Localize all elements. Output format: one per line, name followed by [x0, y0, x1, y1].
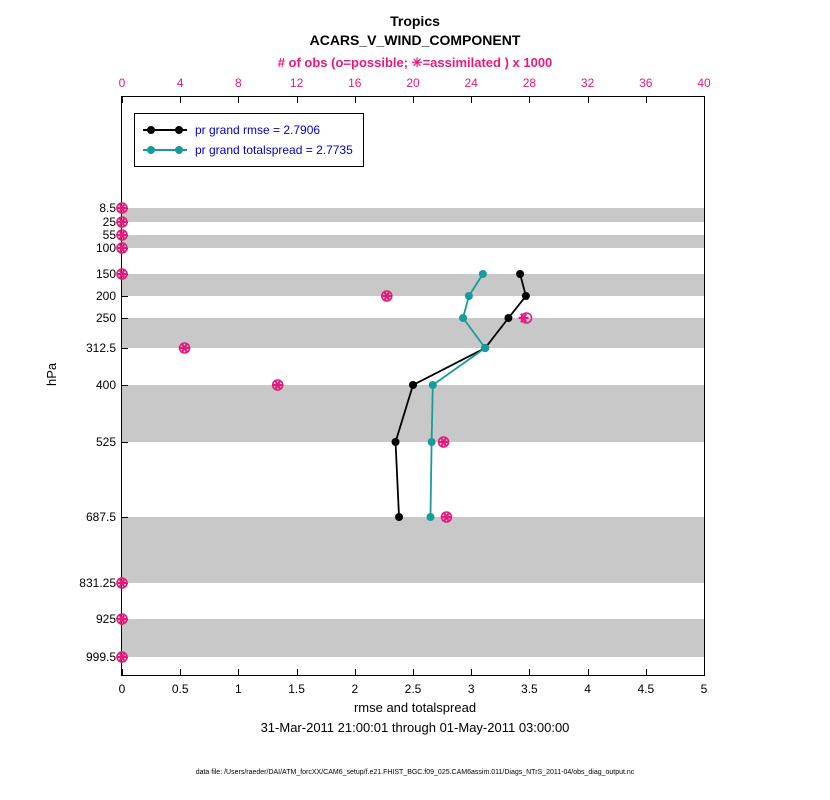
top-tick-label: 28 [522, 76, 537, 90]
legend [134, 113, 364, 167]
data-point [481, 344, 489, 352]
plot-area [79, 76, 711, 696]
bottom-tick-label: 1.5 [288, 682, 305, 696]
y-tick-label: 150 [95, 267, 116, 281]
y-tick-label: 925 [95, 612, 116, 626]
data-point [409, 381, 417, 389]
x-axis-label: rmse and totalspread [353, 700, 477, 715]
legend-swatch-totalspread [143, 144, 187, 156]
legend-swatch-rmse [143, 124, 187, 136]
data-point [426, 513, 434, 521]
legend-label-rmse: pr grand rmse = 2.7906 [195, 123, 321, 137]
bottom-tick-label: 0 [118, 682, 126, 696]
series-rmse [392, 270, 530, 521]
y-tick-label: 687.5 [85, 510, 116, 524]
top-tick-label: 12 [289, 76, 304, 90]
y-tick-label: 250 [95, 311, 116, 325]
y-tick-label: 525 [95, 435, 116, 449]
legend-item-rmse [143, 120, 353, 140]
variable-title: ACARS_V_WIND_COMPONENT [309, 32, 521, 48]
series-totalspread [426, 270, 489, 521]
bottom-tick-label: 4.5 [637, 682, 655, 696]
data-point [504, 314, 512, 322]
data-point [392, 438, 400, 446]
date-range: 31-Mar-2011 21:00:01 through 01-May-2011 03:00:00 [260, 720, 570, 735]
y-tick-label: 400 [95, 378, 116, 392]
top-tick-label: 24 [464, 76, 478, 90]
bottom-tick-label: 1 [235, 682, 242, 696]
bottom-tick-label: 4 [584, 682, 591, 696]
y-tick-label: 999.5 [85, 650, 116, 664]
data-file-path: data file: /Users/raeder/DAI/ATM_forcXX/CAM6_setup/f.e21.FHIST_BGC.f09_025.CAM6assim.011/Diags_NTrS_2011-04/obs_diag_output.nc [195, 769, 635, 776]
data-point [522, 292, 530, 300]
legend-item-totalspread [143, 140, 353, 160]
bottom-tick-label: 0.5 [171, 682, 189, 696]
data-point [428, 438, 436, 446]
top-tick-label: 0 [118, 76, 126, 90]
y-tick-label: 200 [95, 289, 116, 303]
data-point [465, 292, 473, 300]
top-tick-label: 4 [176, 76, 184, 90]
obs-axis-title: # of obs (o=possible; ✳=assimilated ) x 1000 [277, 55, 553, 70]
top-tick-label: 8 [235, 76, 242, 90]
bottom-tick-label: 3.5 [521, 682, 538, 696]
top-tick-label: 32 [580, 76, 595, 90]
y-tick-label: 8.5 [99, 201, 116, 215]
data-point [459, 314, 467, 322]
bottom-tick-label: 2 [351, 682, 359, 696]
legend-label-totalspread: pr grand totalspread = 2.7735 [195, 143, 353, 157]
bottom-tick-label: 5 [700, 682, 708, 696]
y-tick-label: 831.25 [79, 576, 116, 590]
top-tick-label: 36 [639, 76, 653, 90]
data-point [516, 270, 524, 278]
top-tick-label: 40 [697, 76, 711, 90]
data-point [479, 270, 487, 278]
y-axis-label: hPa [44, 362, 59, 386]
bottom-tick-label: 2.5 [404, 682, 422, 696]
top-tick-label: 20 [406, 76, 420, 90]
title-block [0, 12, 830, 72]
data-point [395, 513, 403, 521]
y-tick-label: 55 [102, 228, 116, 242]
bottom-tick-label: 3 [467, 682, 475, 696]
y-tick-label: 312.5 [85, 341, 116, 355]
top-tick-label: 16 [348, 76, 362, 90]
page-title: Tropics [390, 13, 440, 29]
y-tick-label: 25 [102, 215, 116, 229]
data-point [429, 381, 437, 389]
y-tick-label: 100 [95, 241, 116, 255]
series-layer [122, 97, 706, 677]
